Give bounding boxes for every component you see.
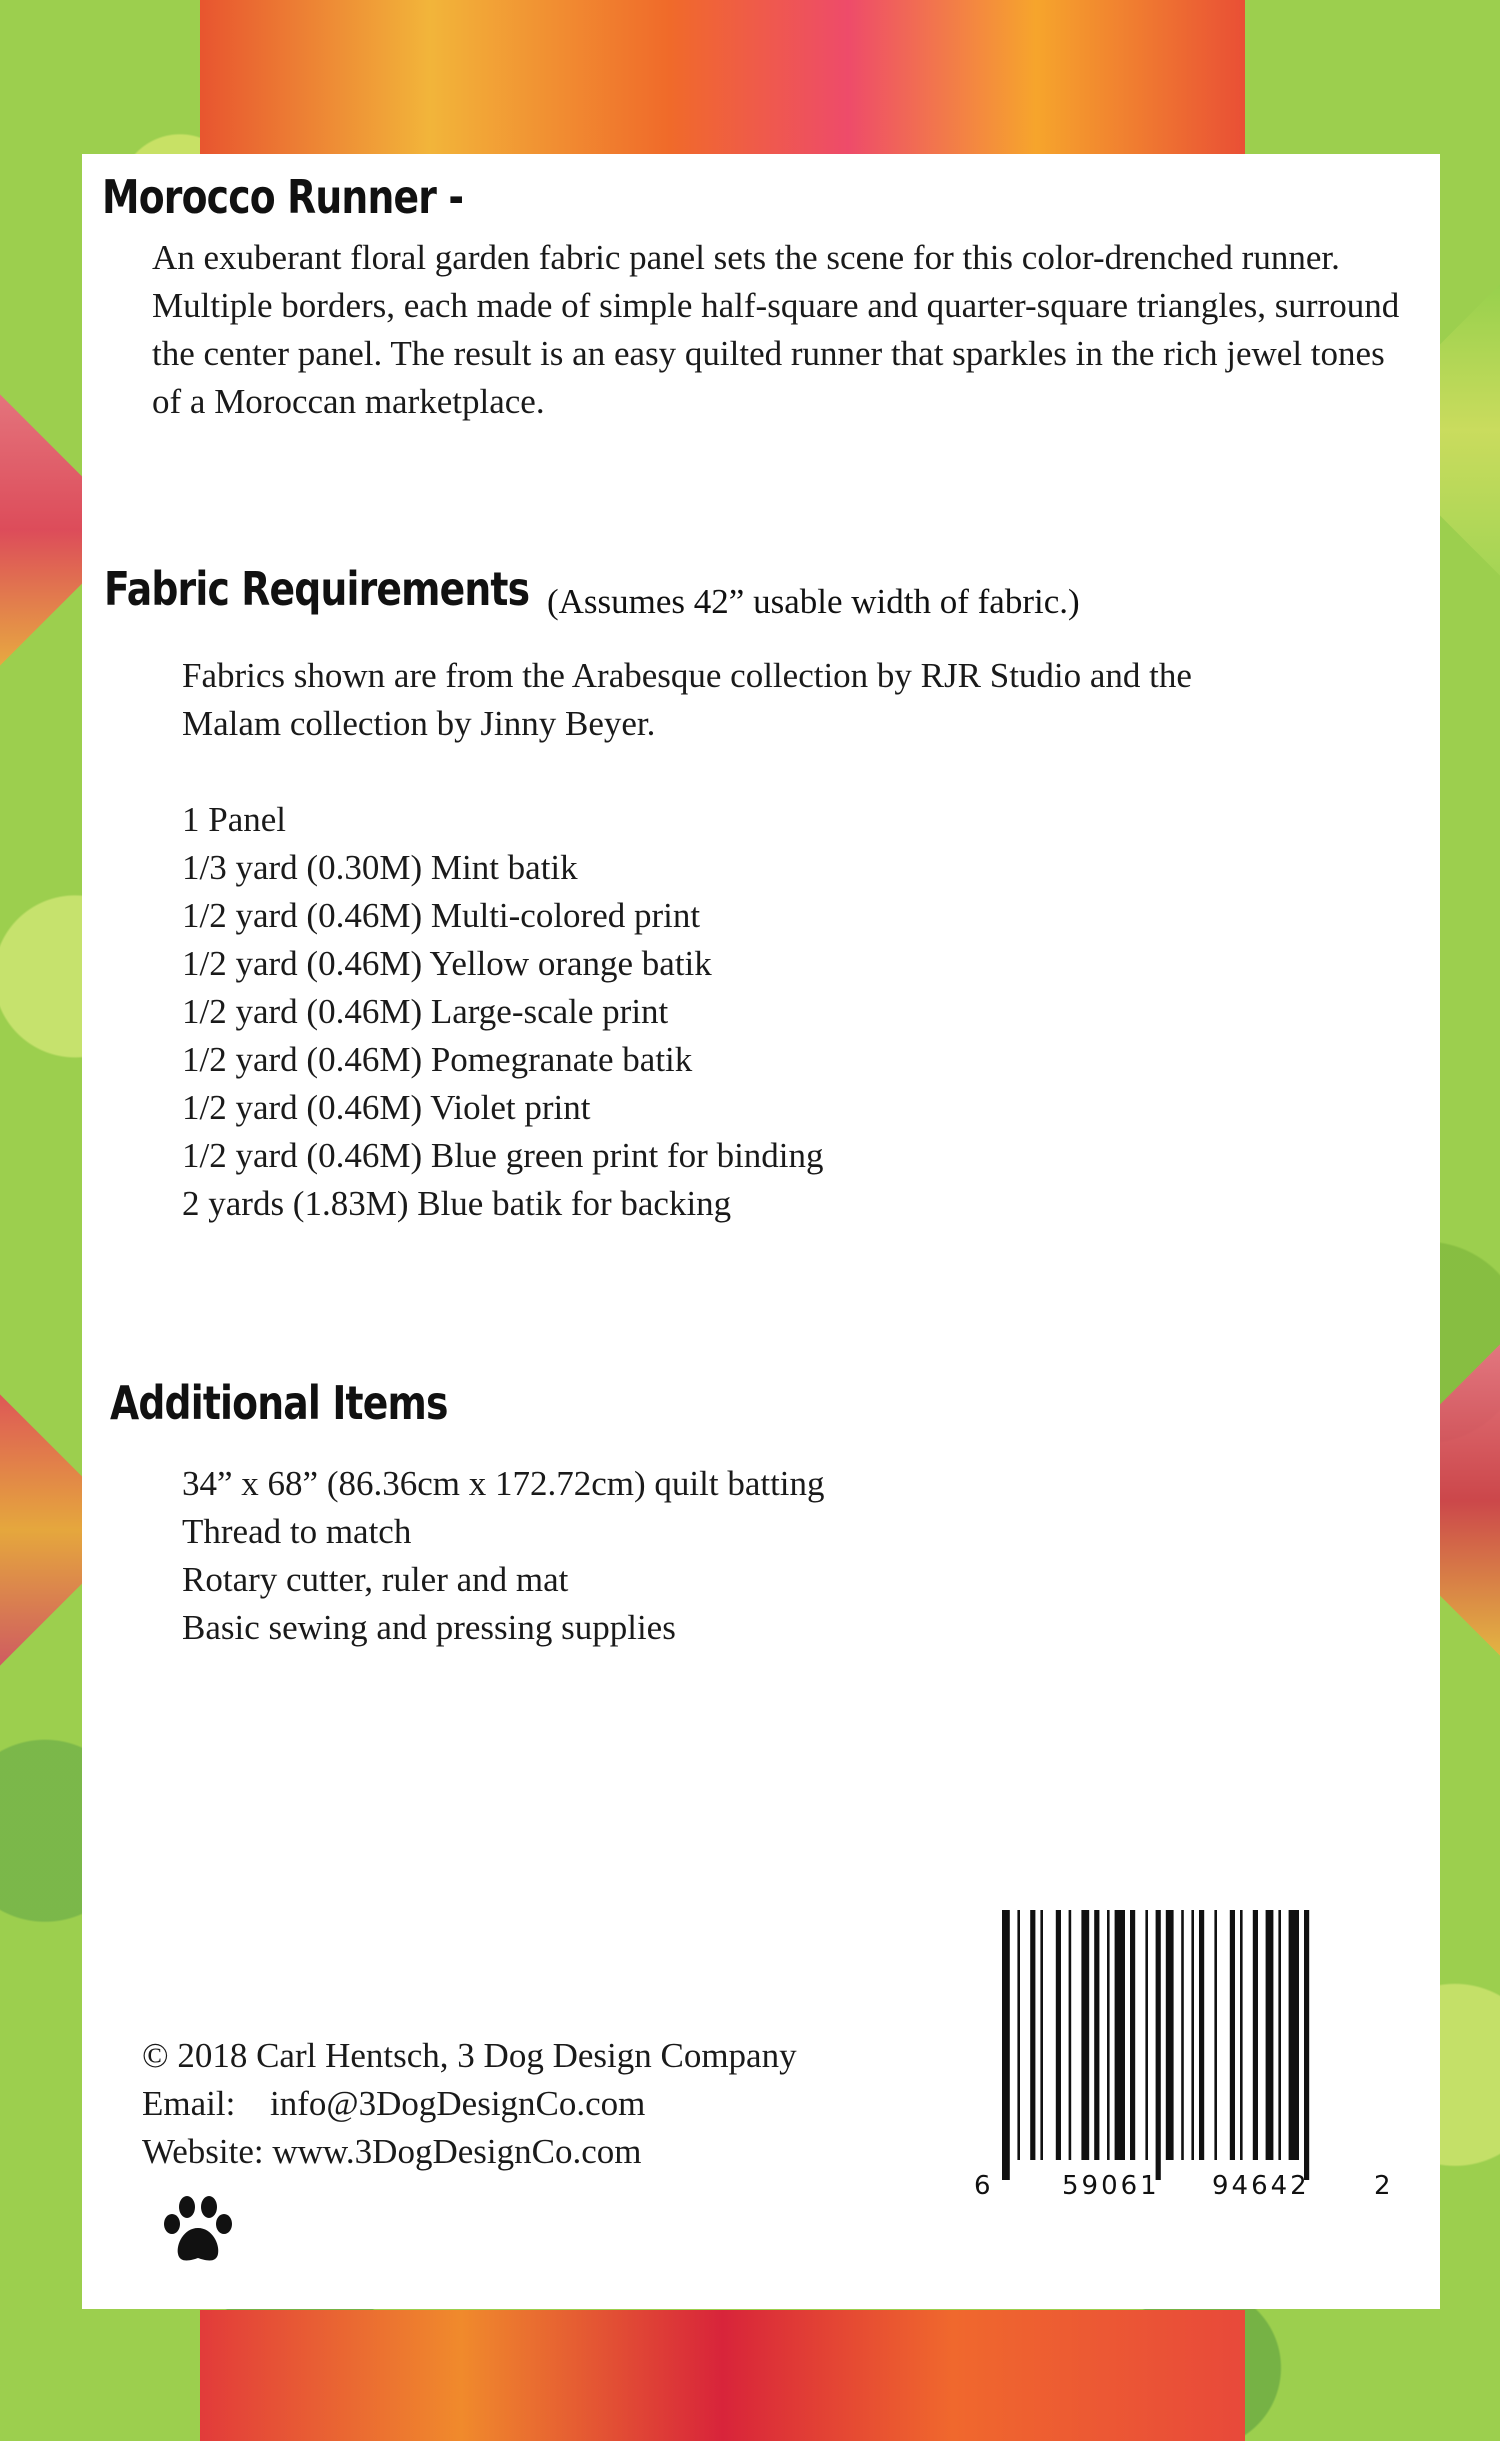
barcode-bar bbox=[1156, 1910, 1161, 2180]
pattern-title: Morocco Runner - bbox=[102, 170, 464, 224]
barcode-bar bbox=[1002, 1910, 1010, 2180]
barcode-bar bbox=[1253, 1910, 1258, 2160]
website-label: Website: bbox=[142, 2132, 264, 2171]
barcode-bar bbox=[1199, 1910, 1204, 2160]
website-link[interactable]: www.3DogDesignCo.com bbox=[272, 2132, 642, 2171]
fabric-list-item: 1 Panel bbox=[182, 800, 287, 839]
pattern-description: An exuberant floral garden fabric panel sets the scene for this color-drenched runner. Multiple borders, each made of simple half-square and quarter-square triangles, surround the center panel. The result is an easy quilted runner that sparkles in the rich jewel tones of a Moroccan marketplace. bbox=[152, 238, 1400, 421]
barcode-group-left: 59061 bbox=[1062, 2171, 1160, 2201]
additional-item: 34” x 68” (86.36cm x 172.72cm) quilt batting bbox=[182, 1464, 825, 1503]
additional-item: Rotary cutter, ruler and mat bbox=[182, 1560, 569, 1599]
content-panel bbox=[82, 154, 1440, 2309]
paw-print-icon bbox=[160, 2194, 236, 2266]
contact-footer bbox=[142, 2032, 797, 2176]
fabric-list-item: 1/2 yard (0.46M) Large-scale print bbox=[182, 992, 669, 1031]
fabric-list-item: 1/2 yard (0.46M) Violet print bbox=[182, 1088, 591, 1127]
barcode-bar bbox=[1266, 1910, 1274, 2160]
barcode-bar bbox=[1278, 1910, 1281, 2160]
fabric-requirements-heading: Fabric Requirements bbox=[104, 562, 530, 616]
barcode-bar bbox=[1130, 1910, 1135, 2160]
fabric-list-item: 1/2 yard (0.46M) Yellow orange batik bbox=[182, 944, 712, 983]
additional-items-heading: Additional Items bbox=[110, 1376, 448, 1430]
additional-item: Basic sewing and pressing supplies bbox=[182, 1608, 676, 1647]
floral-fabric-strip-bottom bbox=[200, 2310, 1245, 2441]
barcode-digit-first: 6 bbox=[974, 2171, 991, 2201]
email-label: Email: bbox=[142, 2084, 236, 2123]
barcode-group-right: 94642 bbox=[1212, 2171, 1310, 2201]
barcode-bar bbox=[1240, 1910, 1243, 2160]
barcode-bar bbox=[1107, 1910, 1110, 2160]
barcode-bar bbox=[1056, 1910, 1061, 2160]
barcode-bar bbox=[1304, 1910, 1309, 2180]
fabric-list-item: 1/2 yard (0.46M) Pomegranate batik bbox=[182, 1040, 693, 1079]
barcode-bars bbox=[1002, 1910, 1309, 2180]
barcode-bar bbox=[1069, 1910, 1072, 2160]
barcode-digit-last: 2 bbox=[1374, 2171, 1391, 2201]
fabric-list-item: 1/3 yard (0.30M) Mint batik bbox=[182, 848, 578, 887]
copyright-line: © 2018 Carl Hentsch, 3 Dog Design Company bbox=[142, 2036, 797, 2075]
floral-fabric-strip-top bbox=[200, 0, 1245, 160]
fabric-list bbox=[182, 796, 824, 1228]
fabric-list-item: 1/2 yard (0.46M) Multi-colored print bbox=[182, 896, 701, 935]
website-line bbox=[142, 2128, 797, 2176]
email-link[interactable]: info@3DogDesignCo.com bbox=[270, 2084, 646, 2123]
barcode-bar bbox=[1289, 1910, 1299, 2160]
barcode-bar bbox=[1115, 1910, 1125, 2160]
barcode-bar bbox=[1145, 1910, 1148, 2160]
barcode-bar bbox=[1166, 1910, 1174, 2160]
barcode-bar bbox=[1230, 1910, 1235, 2160]
barcode-bar bbox=[1030, 1910, 1035, 2160]
email-line bbox=[142, 2080, 797, 2128]
fabric-list-item: 2 yards (1.83M) Blue batik for backing bbox=[182, 1184, 732, 1223]
additional-item: Thread to match bbox=[182, 1512, 412, 1551]
fabric-width-note: (Assumes 42” usable width of fabric.) bbox=[547, 582, 1080, 621]
barcode-bar bbox=[1191, 1910, 1194, 2160]
fabrics-shown-note: Fabrics shown are from the Arabesque collection by RJR Studio and the Malam collection by Jinny Beyer. bbox=[182, 656, 1192, 743]
barcode-bar bbox=[1040, 1910, 1043, 2160]
fabric-list-item: 1/2 yard (0.46M) Blue green print for binding bbox=[182, 1136, 824, 1175]
upc-barcode bbox=[962, 1910, 1402, 2210]
barcode-bar bbox=[1094, 1910, 1099, 2160]
barcode-bar bbox=[1081, 1910, 1089, 2160]
barcode-bar bbox=[1181, 1910, 1184, 2160]
barcode-bar bbox=[1017, 1910, 1020, 2160]
additional-items-list bbox=[182, 1460, 825, 1652]
barcode-bar bbox=[1214, 1910, 1217, 2160]
